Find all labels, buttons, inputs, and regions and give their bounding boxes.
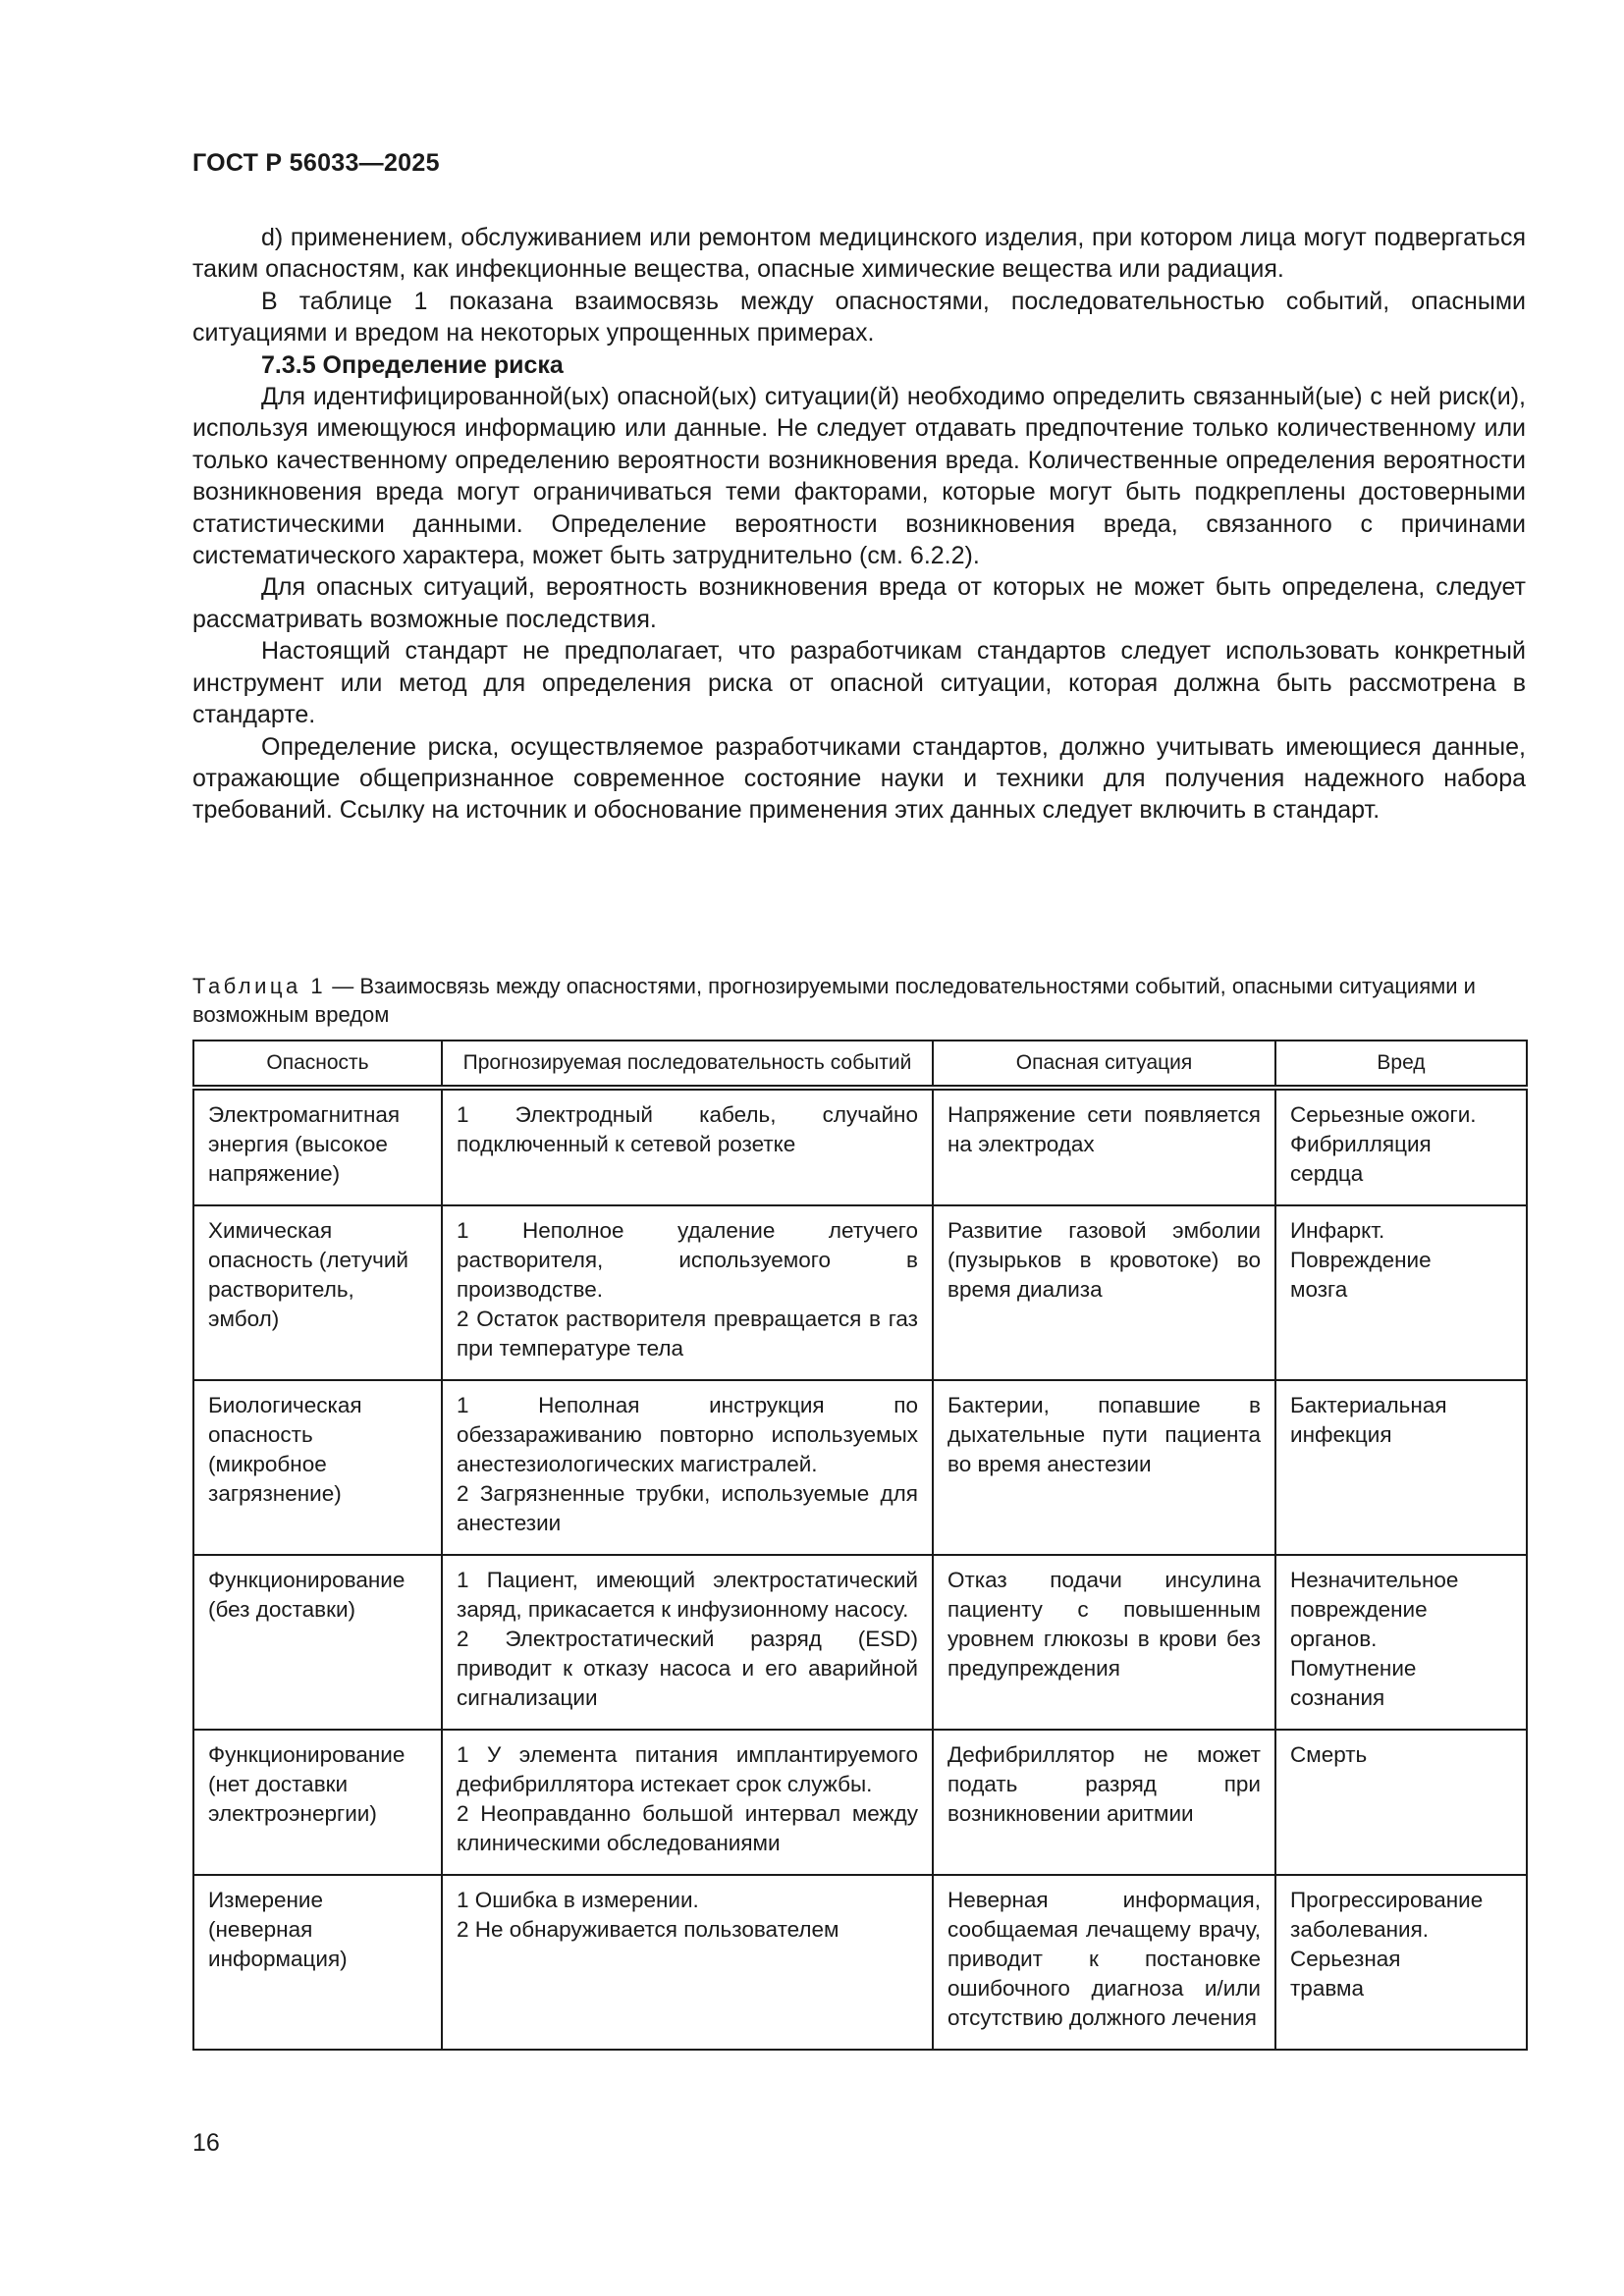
cell-line: (неверная — [208, 1917, 313, 1942]
paragraph: Настоящий стандарт не предполагает, что разработчикам стандартов следует использовать конкретный инструмент или метод для определения риска от опасной ситуации, которая должна быть рассмотрена в стандарте. — [192, 637, 1526, 729]
cell-harm — [1275, 1730, 1527, 1875]
cell-line: Измерение — [208, 1888, 324, 1912]
table-caption-text: — Взаимосвязь между опасностями, прогнозируемыми последовательностями событий, опасными ситуациями и возможным вредом — [192, 974, 1476, 1027]
cell-situation: Напряжение сети появляется на электродах — [933, 1088, 1275, 1205]
cell-line: 2 Остаток растворителя превращается в газ при температуре тела — [457, 1307, 918, 1361]
cell-line: органов. — [1290, 1627, 1378, 1651]
cell-line: Электромагнитная — [208, 1102, 401, 1127]
column-header-hazard: Опасность — [193, 1041, 442, 1088]
table-row — [193, 1555, 1527, 1730]
cell-line: Функционирование (без доставки) — [208, 1568, 406, 1622]
cell-sequence — [442, 1088, 933, 1205]
page-number: 16 — [192, 2129, 220, 2157]
cell-line: информация) — [208, 1947, 348, 1971]
document-header: ГОСТ Р 56033—2025 — [192, 149, 440, 177]
cell-line: Фибрилляция — [1290, 1132, 1432, 1156]
cell-line: сознания — [1290, 1685, 1385, 1710]
cell-harm — [1275, 1555, 1527, 1730]
cell-hazard — [193, 1555, 442, 1730]
table-row — [193, 1730, 1527, 1875]
table-caption — [192, 972, 1526, 1029]
column-header-situation: Опасная ситуация — [933, 1041, 1275, 1088]
hazard-table — [192, 1040, 1528, 2051]
cell-line: 1 Ошибка в измерении. — [457, 1888, 699, 1912]
cell-harm — [1275, 1875, 1527, 2050]
cell-situation: Дефибриллятор не может подать разряд при возникновении аритмии — [933, 1730, 1275, 1875]
cell-line: (микробное — [208, 1452, 327, 1476]
cell-line: 2 Загрязненные трубки, используемые для анестезии — [457, 1481, 918, 1535]
cell-harm — [1275, 1380, 1527, 1555]
body-text — [192, 222, 1526, 827]
cell-line: инфекция — [1290, 1422, 1392, 1447]
cell-sequence — [442, 1875, 933, 2050]
cell-sequence — [442, 1555, 933, 1730]
cell-line: 1 Электродный кабель, случайно подключенный к сетевой розетке — [457, 1102, 918, 1156]
cell-line: растворитель, — [208, 1277, 354, 1302]
cell-line: Инфаркт. — [1290, 1218, 1385, 1243]
section-heading: 7.3.5 Определение риска — [261, 350, 564, 379]
cell-line: Функционирование (нет доставки — [208, 1742, 406, 1796]
cell-situation: Развитие газовой эмболии (пузырьков в кровотоке) во время диализа — [933, 1205, 1275, 1380]
cell-hazard — [193, 1875, 442, 2050]
cell-line: напряжение) — [208, 1161, 341, 1186]
table-row — [193, 1205, 1527, 1380]
cell-sequence — [442, 1380, 933, 1555]
cell-line: 2 Не обнаруживается пользователем — [457, 1917, 839, 1942]
paragraph: Для опасных ситуаций, вероятность возникновения вреда от которых не может быть определена, следует рассматривать возможные последствия. — [192, 573, 1526, 633]
cell-line: Химическая опасность (летучий — [208, 1218, 408, 1272]
cell-hazard — [193, 1730, 442, 1875]
cell-line: Повреждение — [1290, 1248, 1432, 1272]
cell-hazard — [193, 1088, 442, 1205]
cell-hazard — [193, 1380, 442, 1555]
cell-line: сердца — [1290, 1161, 1364, 1186]
cell-line: 1 Пациент, имеющий электростатический заряд, прикасается к инфузионному насосу. — [457, 1568, 918, 1622]
cell-harm — [1275, 1088, 1527, 1205]
cell-situation: Бактерии, попавшие в дыхательные пути пациента во время анестезии — [933, 1380, 1275, 1555]
cell-sequence — [442, 1205, 933, 1380]
cell-line: Бактериальная — [1290, 1393, 1447, 1417]
cell-line: 2 Электростатический разряд (ESD) приводит к отказу насоса и его аварийной сигнализации — [457, 1627, 918, 1710]
cell-line: опасность — [208, 1422, 313, 1447]
table-caption-label: Таблица 1 — [192, 974, 327, 998]
cell-line: травма — [1290, 1976, 1365, 2001]
cell-line: 1 У элемента питания имплантируемого дефибриллятора истекает срок службы. — [457, 1742, 918, 1796]
table-row — [193, 1088, 1527, 1205]
column-header-harm: Вред — [1275, 1041, 1527, 1088]
cell-line: 1 Неполная инструкция по обеззараживанию повторно используемых анестезиологических магистралей. — [457, 1393, 918, 1476]
cell-line: эмбол) — [208, 1307, 280, 1331]
cell-line: Серьезная — [1290, 1947, 1401, 1971]
paragraph: Для идентифицированной(ых) опасной(ых) ситуации(й) необходимо определить связанный(ые) с ней риск(и), используя имеющуюся информацию или данные. Не следует отдавать предпочтение только количественному или только качественному определению вероятности возникновения вреда. Количественные определения вероятности возникновения вреда могут ограничиваться теми факторами, которые могут быть подкреплены достоверными статистическими данными. Определение вероятности возникновения вреда, связанного с причинами систематического характера, может быть затруднительно (см. 6.2.2). — [192, 383, 1526, 570]
table-row — [193, 1380, 1527, 1555]
table-row — [193, 1875, 1527, 2050]
cell-line: повреждение — [1290, 1597, 1428, 1622]
cell-situation: Неверная информация, сообщаемая лечащему врачу, приводит к постановке ошибочного диагноза и/или отсутствию должного лечения — [933, 1875, 1275, 2050]
cell-line: 2 Неоправданно большой интервал между клиническими обследованиями — [457, 1801, 918, 1855]
cell-hazard — [193, 1205, 442, 1380]
cell-line: Серьезные ожоги. — [1290, 1102, 1477, 1127]
column-header-sequence: Прогнозируемая последовательность событий — [442, 1041, 933, 1088]
cell-line: Помутнение — [1290, 1656, 1417, 1681]
cell-line: Незначительное — [1290, 1568, 1459, 1592]
cell-line: электроэнергии) — [208, 1801, 377, 1826]
paragraph: Определение риска, осуществляемое разработчиками стандартов, должно учитывать имеющиеся данные, отражающие общепризнанное современное состояние науки и техники для получения надежного набора требований. Ссылку на источник и обоснование применения этих данных следует включить в стандарт. — [192, 732, 1526, 825]
cell-harm — [1275, 1205, 1527, 1380]
table-header-row — [193, 1041, 1527, 1088]
cell-line: энергия (высокое — [208, 1132, 388, 1156]
cell-line: 1 Неполное удаление летучего растворителя, используемого в производстве. — [457, 1218, 918, 1302]
cell-line: Смерть — [1290, 1742, 1368, 1767]
cell-line: загрязнение) — [208, 1481, 342, 1506]
paragraph: d) применением, обслуживанием или ремонтом медицинского изделия, при котором лица могут подвергаться таким опасностям, как инфекционные вещества, опасные химические вещества или радиация. — [192, 224, 1526, 284]
paragraph: В таблице 1 показана взаимосвязь между опасностями, последовательностью событий, опасными ситуациями и вредом на некоторых упрощенных примерах. — [192, 287, 1526, 347]
cell-line: мозга — [1290, 1277, 1348, 1302]
cell-sequence — [442, 1730, 933, 1875]
cell-situation: Отказ подачи инсулина пациенту с повышенным уровнем глюкозы в крови без предупреждения — [933, 1555, 1275, 1730]
cell-line: Прогрессирование заболевания. — [1290, 1888, 1484, 1942]
cell-line: Биологическая — [208, 1393, 362, 1417]
